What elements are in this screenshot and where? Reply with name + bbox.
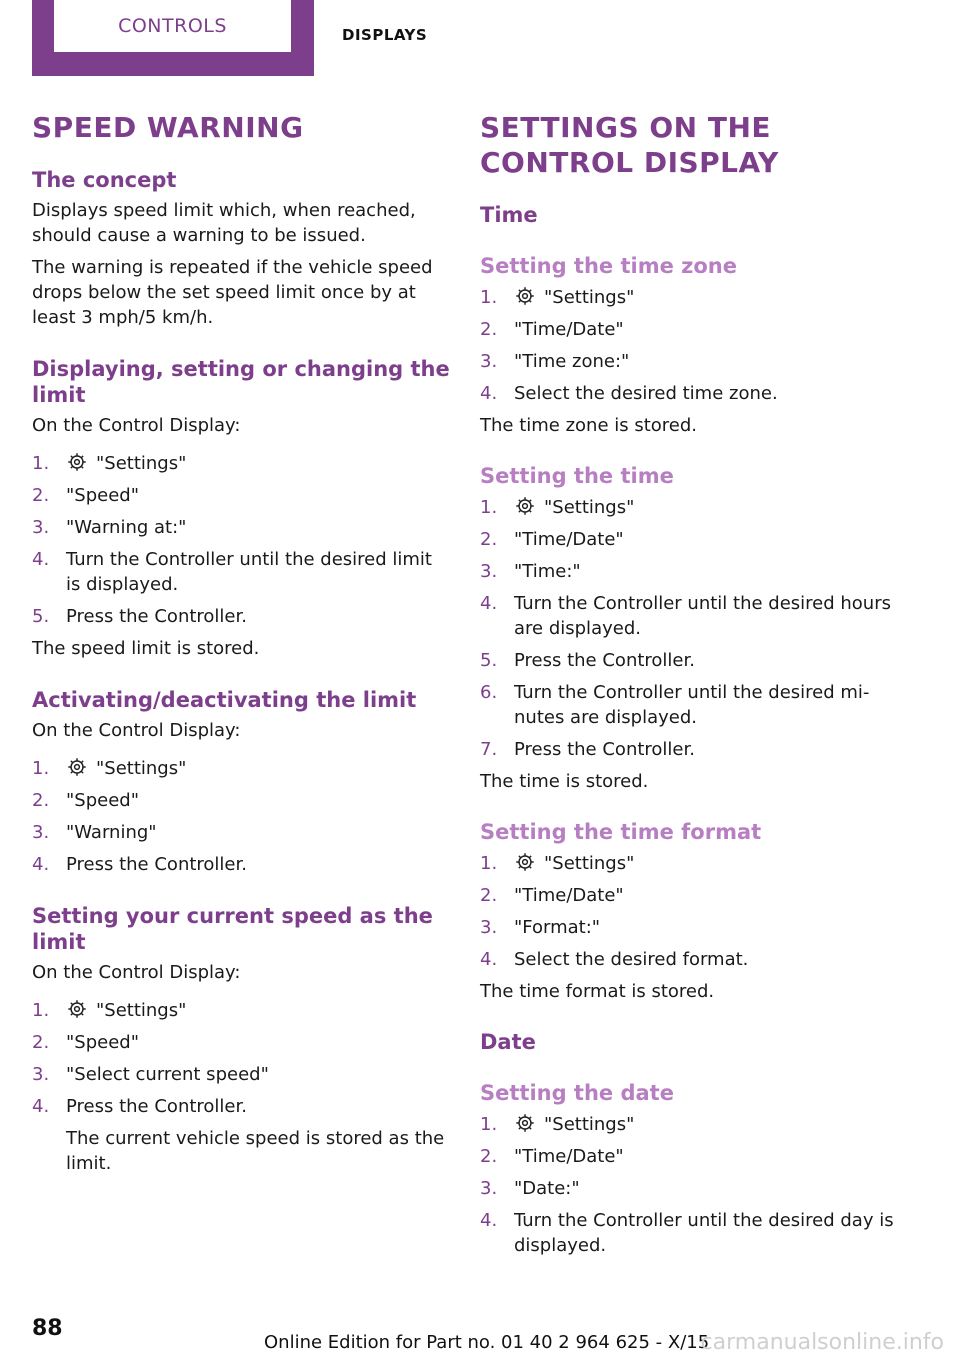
list-item: 3. "Warning at:" [32,517,187,538]
set-date-heading: Setting the date [480,1081,674,1105]
time-format-steps [480,851,900,972]
right-column [480,110,900,1258]
list-item: 2. "Time/Date" [480,319,624,340]
list-item: 1. "Settings" [480,1114,635,1135]
list-item: 5. Press the Controller. [32,606,247,627]
activate-limit-intro: On the Control Display: [32,720,241,741]
list-item: 3. "Format:" [480,917,601,938]
list-item: 1. "Settings" [32,758,187,779]
list-item: 1. "Settings" [480,853,635,874]
list-item: 3. "Date:" [480,1178,580,1199]
list-item: 4. Press the Controller. [32,854,247,875]
set-time-steps [480,495,900,762]
list-item: 5. Press the Controller. [480,650,695,671]
list-item: 4. Select the desired format. [480,949,749,970]
activate-limit-steps [32,756,452,877]
concept-heading: The concept [32,168,177,192]
gear-icon [514,495,536,517]
footer-edition: Online Edition for Part no. 01 40 2 964 625 - X/15 [264,1332,710,1353]
gear-icon [514,1112,536,1134]
list-item: 2. "Time/Date" [480,529,624,550]
list-item: 1. "Settings" [32,1000,187,1021]
list-item: 3. "Select current speed" [32,1064,269,1085]
display-limit-intro: On the Control Display: [32,415,241,436]
time-zone-result: The time zone is stored. [480,415,698,436]
display-limit-result: The speed limit is stored. [32,638,260,659]
left-column [32,110,452,1176]
current-speed-note: The current vehicle speed is stored as the limit. [66,1128,445,1174]
list-item: 4. Press the Controller. [32,1096,247,1117]
list-item: 2. "Speed" [32,485,139,506]
current-speed-steps [32,998,452,1119]
list-item: 7. Press the Controller. [480,739,695,760]
activate-limit-heading: Activating/deactivating the limit [32,688,417,712]
display-limit-heading: Displaying, setting or changing the limit [32,357,450,407]
time-format-heading: Setting the time format [480,820,762,844]
list-item: 4. Turn the Controller until the desired limit is displayed. [32,549,432,595]
time-zone-heading: Setting the time zone [480,254,737,278]
settings-title: SETTINGS ON THE CONTROL DISPLAY [480,111,779,179]
set-time-heading: Setting the time [480,464,674,488]
list-item: 1. "Settings" [480,497,635,518]
page-number: 88 [32,1316,63,1341]
tab-controls[interactable] [32,0,314,76]
list-item: 3. "Warning" [32,822,157,843]
gear-icon [514,285,536,307]
list-item: 3. "Time zone:" [480,351,630,372]
gear-icon [514,851,536,873]
set-time-result: The time is stored. [480,771,649,792]
list-item: 4. Turn the Controller until the desired hours are displayed. [480,593,891,639]
concept-paragraph-2: The warning is repeated if the vehicle speed drops below the set speed limit once by at least 3 mph/5 km/h. [32,257,433,328]
current-speed-heading: Setting your current speed as the limit [32,904,433,954]
list-item: 4. Select the desired time zone. [480,383,778,404]
watermark: carmanualsonline.info [700,1330,944,1355]
set-date-steps [480,1112,900,1258]
list-item: 2. "Time/Date" [480,885,624,906]
list-item: 4. Turn the Controller until the desired day is displayed. [480,1210,894,1256]
concept-paragraph-1: Displays speed limit which, when reached, should cause a warning to be issued. [32,200,416,246]
gear-icon [66,451,88,473]
list-item: 2. "Speed" [32,1032,139,1053]
date-heading: Date [480,1030,536,1054]
time-zone-steps [480,285,900,406]
display-limit-steps [32,451,452,629]
gear-icon [66,998,88,1020]
tab-displays[interactable]: DISPLAYS [342,26,428,44]
tab-controls-label: CONTROLS [54,0,291,52]
list-item: 6. Turn the Controller until the desired mi‐ nutes are displayed. [480,682,870,728]
list-item: 1. "Settings" [32,453,187,474]
speed-warning-title: SPEED WARNING [32,111,304,144]
list-item: 3. "Time:" [480,561,581,582]
gear-icon [66,756,88,778]
list-item: 2. "Time/Date" [480,1146,624,1167]
list-item: 1. "Settings" [480,287,635,308]
time-format-result: The time format is stored. [480,981,715,1002]
list-item: 2. "Speed" [32,790,139,811]
time-heading: Time [480,203,538,227]
current-speed-intro: On the Control Display: [32,962,241,983]
